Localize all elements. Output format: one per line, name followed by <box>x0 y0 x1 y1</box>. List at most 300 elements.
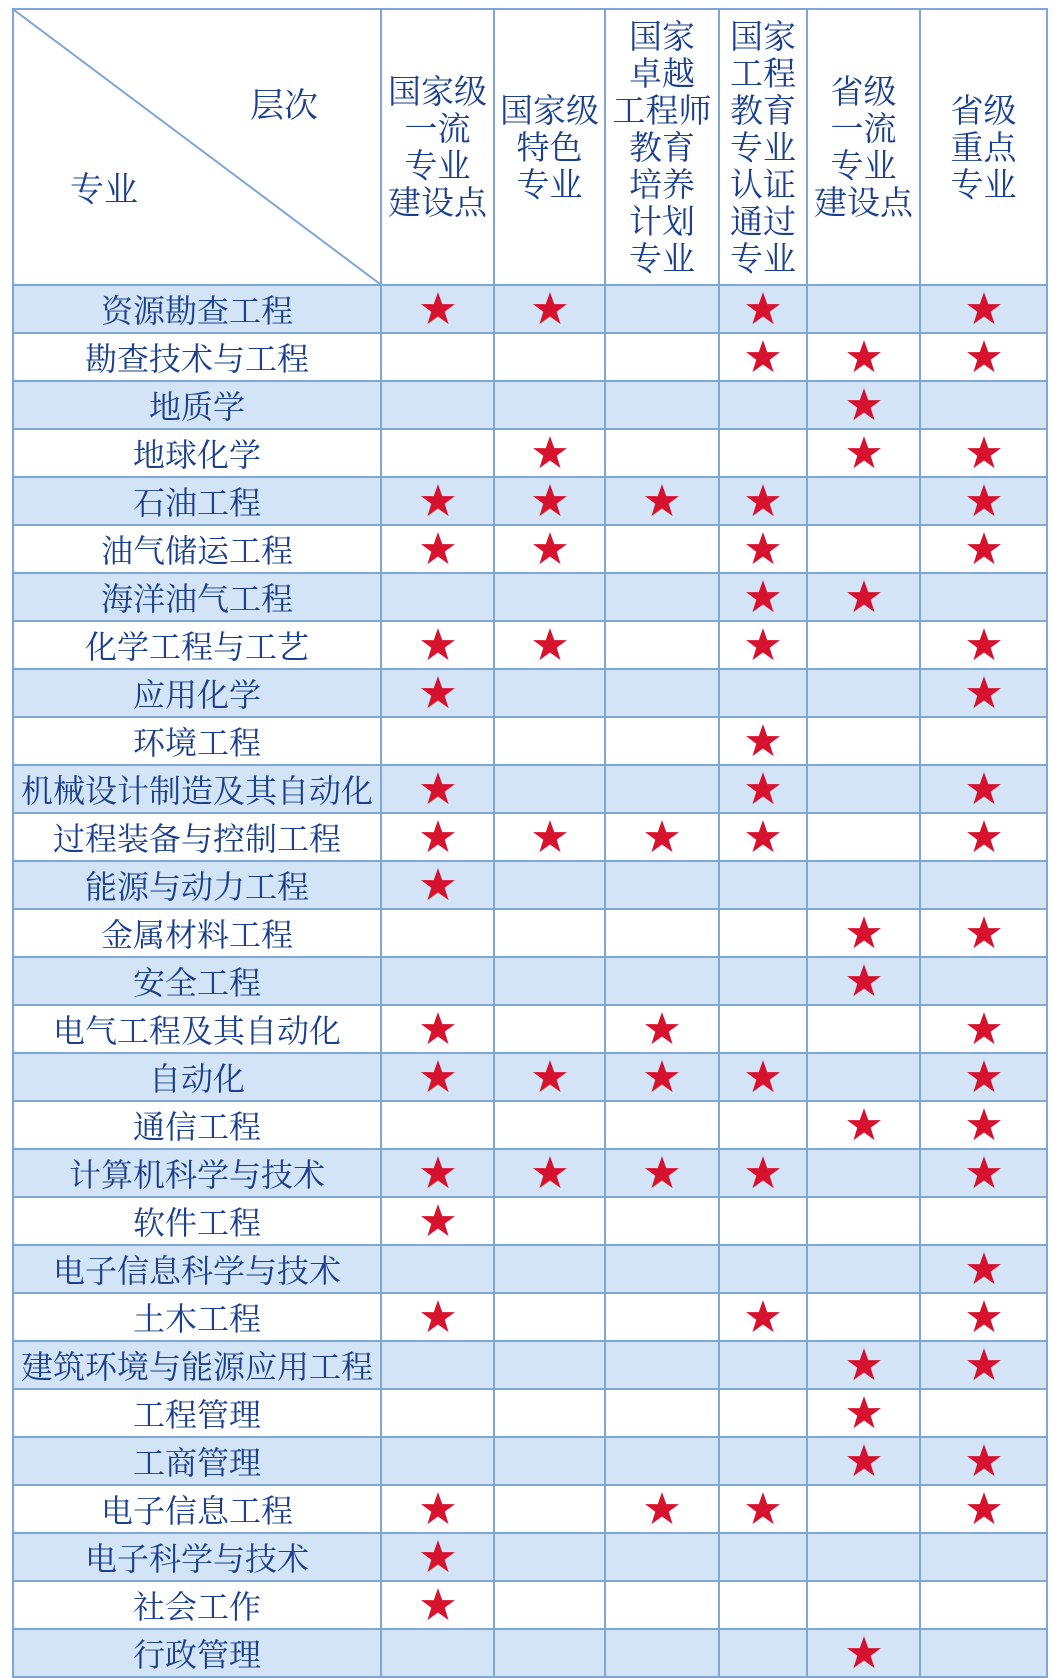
table-row <box>13 525 1047 573</box>
mark-cell <box>381 1485 494 1533</box>
mark-cell <box>381 1293 494 1341</box>
star-icon <box>966 531 1002 567</box>
star-icon <box>846 1395 882 1431</box>
mark-cell <box>719 1629 807 1677</box>
star-icon <box>966 1443 1002 1479</box>
mark-cell <box>807 669 920 717</box>
major-name-cell: 计算机科学与技术 <box>13 1149 381 1197</box>
mark-cell <box>381 1629 494 1677</box>
star-icon <box>966 339 1002 375</box>
mark-cell <box>807 285 920 333</box>
star-icon <box>644 483 680 519</box>
table-row <box>13 765 1047 813</box>
major-name-cell: 环境工程 <box>13 717 381 765</box>
mark-cell <box>920 1437 1047 1485</box>
star-icon <box>532 291 568 327</box>
column-header <box>807 9 920 285</box>
mark-cell <box>605 1245 719 1293</box>
mark-cell <box>494 621 605 669</box>
mark-cell <box>920 429 1047 477</box>
mark-cell <box>920 621 1047 669</box>
column-header-text: 国家 卓越 工程师 教育 培养 计划 专业 <box>612 16 712 278</box>
star-icon <box>846 1443 882 1479</box>
star-icon <box>846 387 882 423</box>
table-row <box>13 1149 1047 1197</box>
star-icon <box>420 1299 456 1335</box>
mark-cell <box>807 1485 920 1533</box>
mark-cell <box>381 1197 494 1245</box>
mark-cell <box>807 1389 920 1437</box>
table-row <box>13 861 1047 909</box>
mark-cell <box>920 861 1047 909</box>
star-icon <box>644 1011 680 1047</box>
star-icon <box>532 819 568 855</box>
mark-cell <box>807 1245 920 1293</box>
mark-cell <box>381 813 494 861</box>
mark-cell <box>807 1197 920 1245</box>
mark-cell <box>494 1053 605 1101</box>
mark-cell <box>605 1341 719 1389</box>
mark-cell <box>494 1533 605 1581</box>
mark-cell <box>920 477 1047 525</box>
mark-cell <box>807 861 920 909</box>
mark-cell <box>719 1389 807 1437</box>
table-row <box>13 1485 1047 1533</box>
mark-cell <box>807 1629 920 1677</box>
star-icon <box>966 1059 1002 1095</box>
table-row <box>13 621 1047 669</box>
mark-cell <box>494 717 605 765</box>
major-name-cell: 海洋油气工程 <box>13 573 381 621</box>
table-row <box>13 813 1047 861</box>
star-icon <box>420 291 456 327</box>
star-icon <box>745 771 781 807</box>
mark-cell <box>719 1149 807 1197</box>
star-icon <box>745 1059 781 1095</box>
mark-cell <box>494 861 605 909</box>
header-row <box>13 9 1047 285</box>
table-row <box>13 669 1047 717</box>
mark-cell <box>719 573 807 621</box>
mark-cell <box>807 333 920 381</box>
major-name-cell: 土木工程 <box>13 1293 381 1341</box>
star-icon <box>745 531 781 567</box>
star-icon <box>966 627 1002 663</box>
mark-cell <box>719 1581 807 1629</box>
mark-cell <box>605 1533 719 1581</box>
mark-cell <box>494 381 605 429</box>
mark-cell <box>494 1581 605 1629</box>
mark-cell <box>494 573 605 621</box>
majors-table <box>12 8 1048 1678</box>
mark-cell <box>381 1389 494 1437</box>
table-row <box>13 333 1047 381</box>
major-name-cell: 建筑环境与能源应用工程 <box>13 1341 381 1389</box>
table-row <box>13 381 1047 429</box>
star-icon <box>532 435 568 471</box>
mark-cell <box>719 1197 807 1245</box>
mark-cell <box>494 1101 605 1149</box>
mark-cell <box>605 1389 719 1437</box>
mark-cell <box>920 813 1047 861</box>
table-row <box>13 909 1047 957</box>
column-header-text: 省级 重点 专业 <box>950 90 1017 204</box>
mark-cell <box>494 909 605 957</box>
star-icon <box>745 1155 781 1191</box>
star-icon <box>745 723 781 759</box>
mark-cell <box>605 1581 719 1629</box>
major-name-cell: 软件工程 <box>13 1197 381 1245</box>
mark-cell <box>719 621 807 669</box>
mark-cell <box>719 1485 807 1533</box>
mark-cell <box>605 285 719 333</box>
mark-cell <box>920 1485 1047 1533</box>
mark-cell <box>605 1197 719 1245</box>
star-icon <box>846 1635 882 1671</box>
mark-cell <box>807 1053 920 1101</box>
mark-cell <box>605 813 719 861</box>
star-icon <box>966 819 1002 855</box>
star-icon <box>966 483 1002 519</box>
mark-cell <box>494 669 605 717</box>
star-icon <box>420 531 456 567</box>
major-name-cell: 能源与动力工程 <box>13 861 381 909</box>
star-icon <box>846 915 882 951</box>
mark-cell <box>719 909 807 957</box>
mark-cell <box>605 1005 719 1053</box>
mark-cell <box>807 429 920 477</box>
mark-cell <box>381 1533 494 1581</box>
star-icon <box>745 1299 781 1335</box>
mark-cell <box>920 957 1047 1005</box>
table-row <box>13 429 1047 477</box>
mark-cell <box>920 765 1047 813</box>
mark-cell <box>807 717 920 765</box>
star-icon <box>846 435 882 471</box>
mark-cell <box>381 573 494 621</box>
table-row <box>13 1533 1047 1581</box>
mark-cell <box>920 1005 1047 1053</box>
mark-cell <box>605 525 719 573</box>
mark-cell <box>807 765 920 813</box>
mark-cell <box>807 381 920 429</box>
mark-cell <box>494 1293 605 1341</box>
major-name-cell: 电子科学与技术 <box>13 1533 381 1581</box>
mark-cell <box>494 1245 605 1293</box>
mark-cell <box>920 669 1047 717</box>
major-name-cell: 石油工程 <box>13 477 381 525</box>
mark-cell <box>719 669 807 717</box>
column-header-text: 省级 一流 专业 建设点 <box>814 72 913 222</box>
star-icon <box>532 531 568 567</box>
star-icon <box>644 1491 680 1527</box>
star-icon <box>966 1299 1002 1335</box>
mark-cell <box>807 909 920 957</box>
mark-cell <box>605 333 719 381</box>
mark-cell <box>381 333 494 381</box>
mark-cell <box>719 1005 807 1053</box>
mark-cell <box>494 1197 605 1245</box>
mark-cell <box>807 957 920 1005</box>
column-header <box>494 9 605 285</box>
mark-cell <box>920 525 1047 573</box>
mark-cell <box>920 1581 1047 1629</box>
mark-cell <box>494 1629 605 1677</box>
mark-cell <box>807 1581 920 1629</box>
star-icon <box>420 627 456 663</box>
mark-cell <box>605 765 719 813</box>
star-icon <box>966 1347 1002 1383</box>
mark-cell <box>920 1629 1047 1677</box>
mark-cell <box>920 573 1047 621</box>
mark-cell <box>807 1341 920 1389</box>
star-icon <box>532 1155 568 1191</box>
mark-cell <box>494 765 605 813</box>
table-row <box>13 1197 1047 1245</box>
star-icon <box>420 1155 456 1191</box>
mark-cell <box>807 1533 920 1581</box>
column-header <box>381 9 494 285</box>
mark-cell <box>605 669 719 717</box>
mark-cell <box>381 477 494 525</box>
major-name-cell: 电气工程及其自动化 <box>13 1005 381 1053</box>
mark-cell <box>920 717 1047 765</box>
mark-cell <box>381 429 494 477</box>
mark-cell <box>605 957 719 1005</box>
mark-cell <box>381 1053 494 1101</box>
mark-cell <box>494 1485 605 1533</box>
mark-cell <box>381 909 494 957</box>
star-icon <box>966 1491 1002 1527</box>
mark-cell <box>605 1053 719 1101</box>
mark-cell <box>605 1101 719 1149</box>
mark-cell <box>719 477 807 525</box>
mark-cell <box>494 429 605 477</box>
mark-cell <box>381 1341 494 1389</box>
star-icon <box>532 483 568 519</box>
star-icon <box>745 579 781 615</box>
mark-cell <box>807 477 920 525</box>
star-icon <box>420 1491 456 1527</box>
table-row <box>13 1293 1047 1341</box>
star-icon <box>420 771 456 807</box>
mark-cell <box>719 717 807 765</box>
mark-cell <box>605 1485 719 1533</box>
mark-cell <box>920 1149 1047 1197</box>
mark-cell <box>605 1149 719 1197</box>
mark-cell <box>719 1101 807 1149</box>
major-name-cell: 过程装备与控制工程 <box>13 813 381 861</box>
mark-cell <box>494 525 605 573</box>
major-name-cell: 安全工程 <box>13 957 381 1005</box>
star-icon <box>420 819 456 855</box>
column-header-text: 国家级 特色 专业 <box>500 90 599 204</box>
mark-cell <box>807 813 920 861</box>
column-header-text: 国家级 一流 专业 建设点 <box>388 72 487 222</box>
mark-cell <box>719 1245 807 1293</box>
diagonal-divider <box>14 10 380 284</box>
mark-cell <box>381 1005 494 1053</box>
star-icon <box>745 483 781 519</box>
table-row <box>13 717 1047 765</box>
mark-cell <box>381 957 494 1005</box>
major-name-cell: 社会工作 <box>13 1581 381 1629</box>
mark-cell <box>807 1101 920 1149</box>
mark-cell <box>494 1341 605 1389</box>
major-name-cell: 行政管理 <box>13 1629 381 1677</box>
star-icon <box>420 675 456 711</box>
star-icon <box>420 1059 456 1095</box>
mark-cell <box>920 1533 1047 1581</box>
major-name-cell: 通信工程 <box>13 1101 381 1149</box>
mark-cell <box>381 1581 494 1629</box>
star-icon <box>966 1251 1002 1287</box>
mark-cell <box>807 1005 920 1053</box>
mark-cell <box>381 381 494 429</box>
mark-cell <box>494 1005 605 1053</box>
star-icon <box>966 915 1002 951</box>
mark-cell <box>494 1149 605 1197</box>
major-name-cell: 工程管理 <box>13 1389 381 1437</box>
major-name-cell: 地球化学 <box>13 429 381 477</box>
mark-cell <box>494 813 605 861</box>
mark-cell <box>605 621 719 669</box>
mark-cell <box>719 765 807 813</box>
table-row <box>13 1581 1047 1629</box>
star-icon <box>745 1491 781 1527</box>
star-icon <box>966 1107 1002 1143</box>
corner-level-label: 层次 <box>250 86 318 126</box>
table-row <box>13 1101 1047 1149</box>
mark-cell <box>494 957 605 1005</box>
table-row <box>13 957 1047 1005</box>
mark-cell <box>807 621 920 669</box>
major-name-cell: 金属材料工程 <box>13 909 381 957</box>
major-name-cell: 工商管理 <box>13 1437 381 1485</box>
mark-cell <box>494 1437 605 1485</box>
mark-cell <box>920 333 1047 381</box>
table-row <box>13 1629 1047 1677</box>
table-row <box>13 285 1047 333</box>
mark-cell <box>381 717 494 765</box>
mark-cell <box>494 333 605 381</box>
mark-cell <box>920 1197 1047 1245</box>
star-icon <box>532 1059 568 1095</box>
column-header <box>719 9 807 285</box>
star-icon <box>745 339 781 375</box>
mark-cell <box>719 1341 807 1389</box>
mark-cell <box>719 1533 807 1581</box>
mark-cell <box>920 285 1047 333</box>
star-icon <box>644 819 680 855</box>
star-icon <box>966 675 1002 711</box>
star-icon <box>745 627 781 663</box>
mark-cell <box>494 285 605 333</box>
star-icon <box>644 1059 680 1095</box>
major-name-cell: 化学工程与工艺 <box>13 621 381 669</box>
mark-cell <box>381 1245 494 1293</box>
star-icon <box>644 1155 680 1191</box>
mark-cell <box>920 1293 1047 1341</box>
star-icon <box>745 291 781 327</box>
mark-cell <box>719 429 807 477</box>
table-row <box>13 1245 1047 1293</box>
mark-cell <box>381 621 494 669</box>
star-icon <box>966 1155 1002 1191</box>
mark-cell <box>381 669 494 717</box>
table-row <box>13 573 1047 621</box>
star-icon <box>966 1011 1002 1047</box>
column-header-text: 国家 工程 教育 专业 认证 通过 专业 <box>730 16 796 278</box>
table-row <box>13 477 1047 525</box>
mark-cell <box>605 429 719 477</box>
star-icon <box>846 963 882 999</box>
mark-cell <box>605 861 719 909</box>
table-row <box>13 1437 1047 1485</box>
mark-cell <box>807 525 920 573</box>
major-name-cell: 应用化学 <box>13 669 381 717</box>
mark-cell <box>605 573 719 621</box>
major-name-cell: 资源勘查工程 <box>13 285 381 333</box>
mark-cell <box>494 1389 605 1437</box>
star-icon <box>420 1539 456 1575</box>
major-name-cell: 自动化 <box>13 1053 381 1101</box>
column-header <box>920 9 1047 285</box>
mark-cell <box>719 1053 807 1101</box>
mark-cell <box>381 765 494 813</box>
star-icon <box>420 1011 456 1047</box>
mark-cell <box>605 381 719 429</box>
mark-cell <box>719 285 807 333</box>
mark-cell <box>719 333 807 381</box>
mark-cell <box>719 1293 807 1341</box>
mark-cell <box>920 1389 1047 1437</box>
major-name-cell: 油气储运工程 <box>13 525 381 573</box>
star-icon <box>420 483 456 519</box>
mark-cell <box>381 1149 494 1197</box>
mark-cell <box>719 1437 807 1485</box>
mark-cell <box>605 1437 719 1485</box>
mark-cell <box>719 525 807 573</box>
mark-cell <box>381 525 494 573</box>
mark-cell <box>920 1101 1047 1149</box>
mark-cell <box>605 1629 719 1677</box>
column-header <box>605 9 719 285</box>
table-row <box>13 1341 1047 1389</box>
star-icon <box>846 1347 882 1383</box>
mark-cell <box>719 957 807 1005</box>
mark-cell <box>920 909 1047 957</box>
star-icon <box>966 435 1002 471</box>
star-icon <box>420 1203 456 1239</box>
mark-cell <box>920 1341 1047 1389</box>
major-name-cell: 电子信息科学与技术 <box>13 1245 381 1293</box>
mark-cell <box>381 861 494 909</box>
mark-cell <box>605 1293 719 1341</box>
mark-cell <box>605 909 719 957</box>
mark-cell <box>807 573 920 621</box>
mark-cell <box>719 813 807 861</box>
major-name-cell: 勘查技术与工程 <box>13 333 381 381</box>
star-icon <box>846 579 882 615</box>
star-icon <box>532 627 568 663</box>
mark-cell <box>381 1437 494 1485</box>
star-icon <box>420 867 456 903</box>
star-icon <box>420 1587 456 1623</box>
mark-cell <box>381 285 494 333</box>
corner-major-label: 专业 <box>70 170 138 210</box>
table-row <box>13 1053 1047 1101</box>
